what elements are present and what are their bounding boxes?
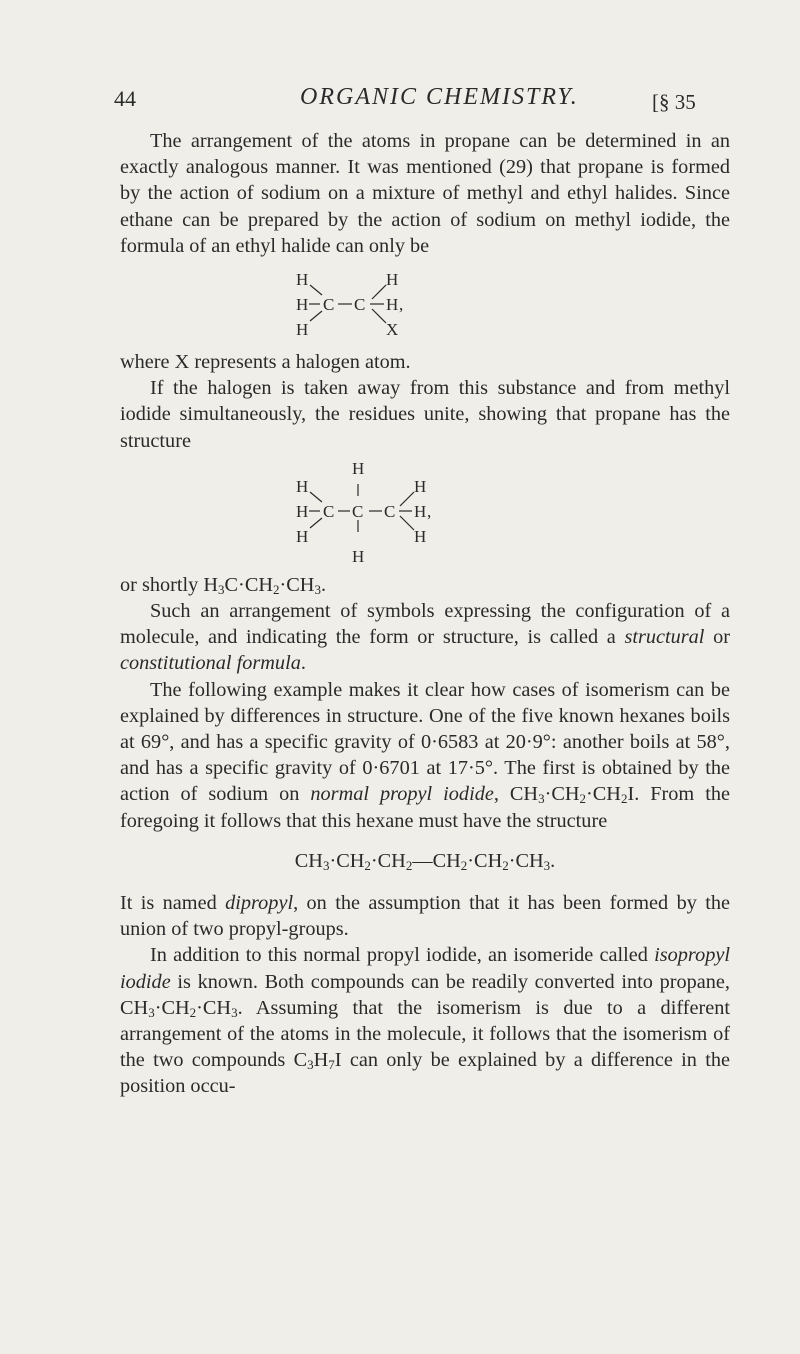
ethyl-halide-structural-formula bbox=[120, 261, 730, 345]
hexane-formula: $CH_3\cdot CH_2\cdot CH_2—CH_2\cdot CH_2\cdot CH_3$. bbox=[294, 849, 556, 873]
atom-h: H bbox=[414, 501, 427, 521]
atom-h: H bbox=[386, 270, 399, 290]
page-header bbox=[0, 84, 800, 124]
atom-h: H bbox=[296, 295, 309, 315]
atom-c: C bbox=[323, 295, 335, 315]
paragraph-isomerism-example: The following example makes it clear how cases of isomerism can be explained by differences in structure. One of the five known hexanes boils at 69°, and has a specific gravity of 0·6583 at 20·9°: another boils at 58°, and has a specific gravity of 0·6701 at 17·5°. The first is obtained by the action of sodium on normal propyl iodide, $CH_3\cdot CH_2\cdot CH_2I$. From the foregoing it follows that this hexane must have the structure bbox=[120, 678, 730, 832]
atom-h: H bbox=[414, 526, 427, 546]
propane-diagram bbox=[120, 456, 730, 568]
atom-c: C bbox=[354, 295, 366, 315]
atom-h: H bbox=[296, 476, 309, 496]
propane-structural-formula bbox=[120, 456, 730, 568]
running-title: ORGANIC CHEMISTRY. bbox=[300, 84, 579, 110]
atom-x: X bbox=[386, 320, 399, 340]
atom-h: H bbox=[296, 270, 309, 290]
atom-h: H bbox=[352, 458, 365, 478]
paragraph-isopropyl: In addition to this normal propyl iodide, an isomeride called isopropyl iodide is known. Both compounds can be readily converted into propane, $CH_3\cdot CH_2\cdot CH_3$. Assuming that the isomerism is due to a different arrangement of the atoms in the molecule, it follows that the isomerism of the two compounds $C_3H_7I$ can only be explained by a difference in the position occu- bbox=[120, 944, 730, 1098]
atom-h: H bbox=[296, 526, 309, 546]
atom-h: H bbox=[386, 295, 399, 315]
atom-c: C bbox=[323, 501, 335, 521]
section-marker: [§ 35 bbox=[652, 90, 696, 114]
atom-h: H bbox=[352, 546, 365, 566]
page-body bbox=[120, 128, 730, 1100]
paragraph-propane-structure: If the halogen is taken away from this substance and from methyl iodide simultaneously, the residues unite, showing that propane has the structure bbox=[120, 377, 730, 452]
paragraph-halogen-note: where X represents a halogen atom. bbox=[120, 351, 411, 374]
atom-c: C bbox=[384, 501, 396, 521]
paragraph-structural-definition: Such an arrangement of symbols expressing the configuration of a molecule, and indicating the form or structure, is called a structural or constitutional formula. bbox=[120, 600, 731, 675]
formula-comma: , bbox=[427, 501, 432, 521]
formula-comma: , bbox=[399, 295, 404, 315]
ethyl-halide-diagram bbox=[120, 261, 730, 345]
atom-h: H bbox=[296, 501, 309, 521]
atom-c: C bbox=[352, 501, 364, 521]
paragraph-short-formula: or shortly $H_3C\cdot CH_2\cdot CH_3$. bbox=[120, 573, 327, 597]
atom-h: H bbox=[296, 320, 309, 340]
atom-h: H bbox=[414, 476, 427, 496]
paragraph-propane-intro: The arrangement of the atoms in propane can be determined in an exactly analogous manner. It was mentioned (29) that propane is formed by the action of sodium on a mixture of methyl and ethyl halides. Since ethane can be prepared by the action of sodium on methyl iodide, the formula of an ethyl halide can only be bbox=[120, 130, 730, 257]
paragraph-dipropyl: It is named dipropyl, on the assumption that it has been formed by the union of two propyl-groups. bbox=[120, 892, 730, 941]
page-number: 44 bbox=[114, 86, 136, 111]
